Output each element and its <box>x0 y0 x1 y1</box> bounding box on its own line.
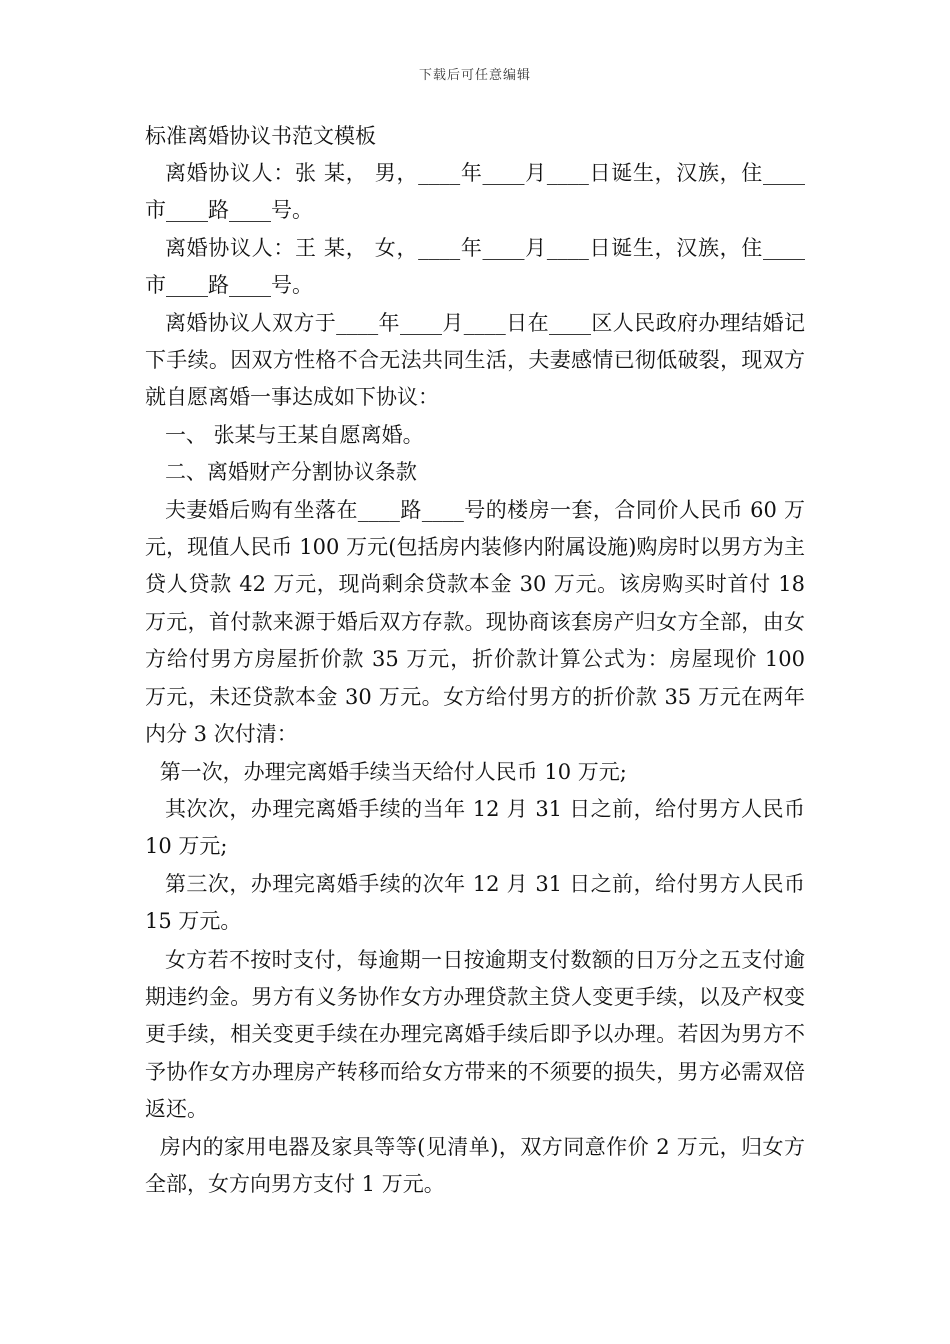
header-note: 下载后可任意编辑 <box>418 68 531 83</box>
paragraph-payment-3: 第三次，办理完离婚手续的次年 12 月 31 日之前，给付男方人民币 15 万元。 <box>145 871 805 934</box>
paragraph-marriage-record: 离婚协议人双方于____年____月____日在____区人民政府办理结婚记下手续。因双方性格不合无法共同生活，夫妻感情已彻低破裂，现双方就自愿离婚一事达成如下协议： <box>145 310 805 410</box>
paragraph-party-1: 离婚协议人：张 某， 男，____年____月____日诞生，汉族，住____市____路____号。 <box>145 161 805 223</box>
paragraph-clause-2-heading: 二、离婚财产分割协议条款 <box>164 460 417 485</box>
document-title: 标准离婚协议书范文模板 <box>145 124 376 148</box>
paragraph-payment-1: 第一次，办理完离婚手续当天给付人民币 10 万元; <box>159 759 627 784</box>
paragraph-payment-2: 其次次，办理完离婚手续的当年 12 月 31 日之前，给付男方人民币 10 万元; <box>145 796 805 859</box>
paragraph-party-2: 离婚协议人：王 某， 女，____年____月____日诞生，汉族，住____市____路____号。 <box>145 235 805 298</box>
paragraph-appliances: 房内的家用电器及家具等等(见清单)，双方同意作价 2 万元，归女方全部，女方向男方支付 1 万元。 <box>145 1134 805 1196</box>
document-body <box>145 118 805 1203</box>
paragraph-property-house: 夫妻婚后购有坐落在____路____号的楼房一套，合同价人民币 60 万元，现值人民币 100 万元(包括房内装修内附属设施)购房时以男方为主贷人贷款 42 万元，现尚剩余贷款本金 30 万元。该房购买时首付 18 万元，首付款来源于婚后双方存款。现协商该套房产归女方全部，由女方给付男方房屋折价款 35 万元，折价款计算公式为：房屋现价 100 万元，未还贷款本金 30 万元。女方给付男方的折价款 35 万元在两年内分 3 次付清： <box>145 497 805 747</box>
paragraph-clause-1: 一、 张某与王某自愿离婚。 <box>164 422 424 447</box>
paragraph-late-payment: 女方若不按时支付，每逾期一日按逾期支付数额的日万分之五支付逾期违约金。男方有义务协作女方办理贷款主贷人变更手续，以及产权变更手续，相关变更手续在办理完离婚手续后即予以办理。若因为男方不予协作女方办理房产转移而给女方带来的不须要的损失，男方必需双倍返还。 <box>145 947 805 1122</box>
